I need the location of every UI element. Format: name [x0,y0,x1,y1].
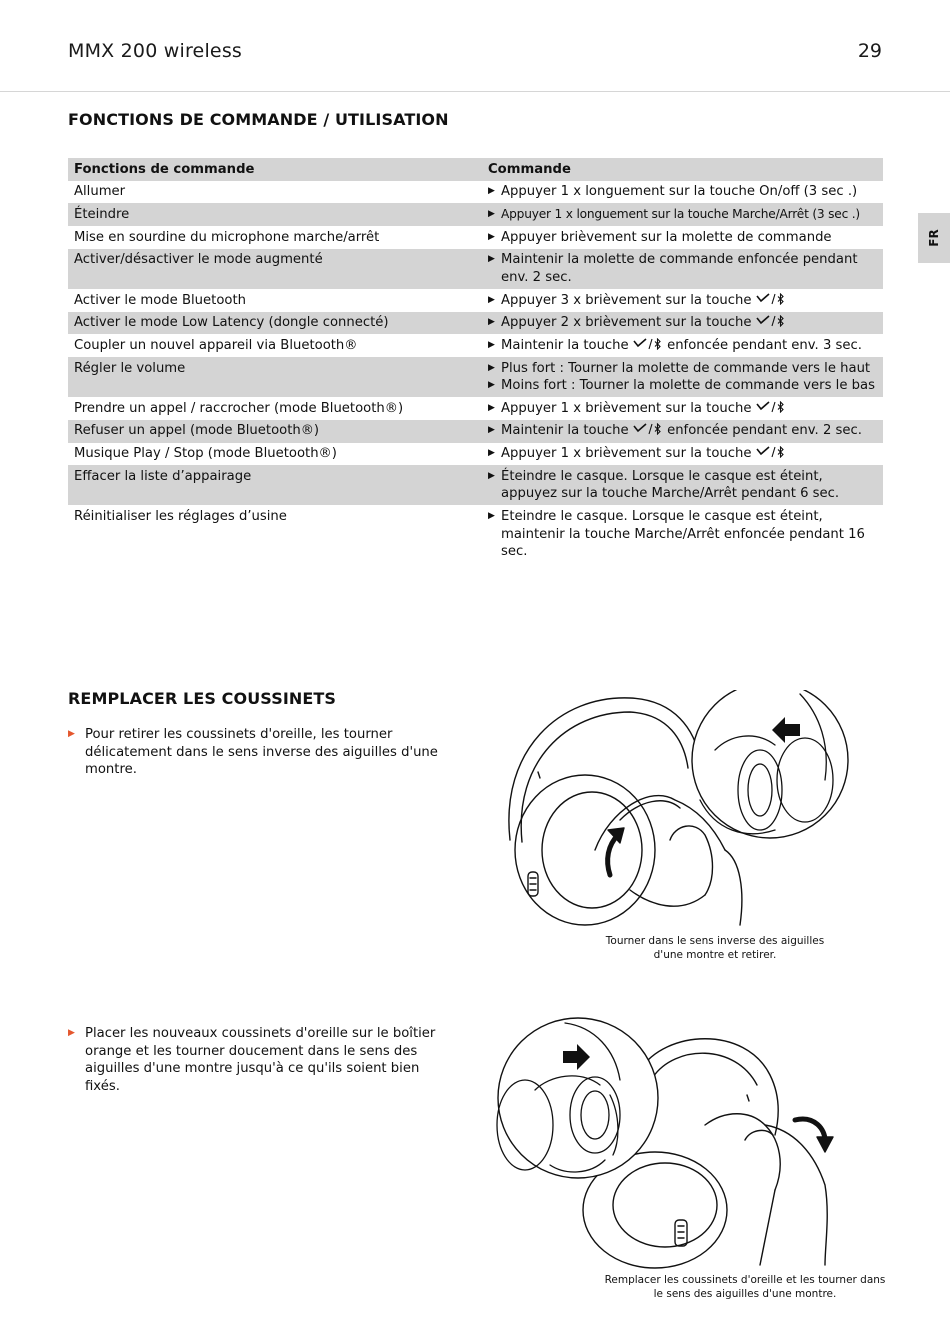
function-cell: Allumer [74,184,126,200]
table-row [68,181,883,204]
command-text: Maintenir la molette de commande enfoncée pendant env. 2 sec. [501,252,858,285]
command-cell [482,465,883,505]
instruction-step-attach [68,1025,448,1095]
command-cell [482,357,883,397]
controls-table [68,158,883,563]
command-text: Appuyer brièvement sur la molette de commande [501,229,832,245]
command-text: Éteindre le casque. Lorsque le casque est éteint, appuyez sur la touche Marche/Arrêt pendant 6 sec. [501,468,840,502]
command-text: enfoncée pendant env. 3 sec. [667,337,862,353]
table-row [68,249,883,289]
column-header-function: Fonctions de commande [68,158,482,181]
function-cell: Activer/désactiver le mode augmenté [68,249,482,289]
language-tab [918,213,950,263]
table-row [68,312,883,335]
table-row [68,443,883,466]
triangle-bullet-icon: ▶ [488,208,495,219]
table-row [68,289,883,312]
triangle-bullet-icon: ▶ [488,317,495,328]
triangle-bullet-icon: ▶ [488,231,495,242]
mode-bluetooth-icon [756,401,786,413]
function-cell: Réinitialiser les réglages d’usine [74,509,287,525]
table-row [68,465,883,505]
triangle-bullet-icon: ▶ [488,186,495,197]
page-header [0,0,950,92]
table-row [68,226,883,249]
section-title-controls: FONCTIONS DE COMMANDE / UTILISATION [68,110,449,129]
function-cell: Régler le volume [68,357,482,397]
function-cell: Mise en sourdine du microphone marche/arrêt [74,229,380,245]
mode-bluetooth-icon [756,446,786,458]
command-cell [482,203,883,226]
triangle-bullet-icon: ▶ [488,470,495,481]
command-cell [482,505,883,563]
command-text: Appuyer 1 x longuement sur la touche On/off (3 sec .) [501,184,858,200]
table-row [68,334,883,357]
function-cell: Activer le mode Bluetooth [74,292,246,308]
mode-bluetooth-icon [633,423,663,435]
mode-bluetooth-icon [756,293,786,305]
document-title: MMX 200 wireless [68,40,243,62]
command-cell [482,420,883,443]
command-text: Maintenir la touche [501,337,629,353]
triangle-bullet-icon: ▶ [488,362,495,373]
orange-triangle-bullet-icon: ▶ [68,729,75,739]
table-row [68,397,883,420]
triangle-bullet-icon: ▶ [488,339,495,350]
instruction-step-remove [68,726,448,779]
command-cell [482,249,883,289]
command-text: Appuyer 1 x brièvement sur la touche [501,446,752,462]
command-cell [482,312,883,335]
command-text: Eteindre le casque. Lorsque le casque est éteint, maintenir la touche Marche/Arrêt enfoncée pendant 16 sec. [501,509,865,560]
orange-triangle-bullet-icon: ▶ [68,1028,75,1038]
command-text: Appuyer 2 x brièvement sur la touche [501,315,752,331]
command-text: Moins fort : Tourner la molette de commande vers le bas [501,378,875,394]
table-row [68,505,883,563]
command-cell [482,334,883,357]
column-header-command: Commande [482,158,883,181]
table-header-row [68,158,883,181]
command-cell [482,226,883,249]
command-text: Maintenir la touche [501,423,629,439]
command-cell [482,397,883,420]
function-cell: Activer le mode Low Latency (dongle connecté) [68,312,482,335]
section-title-ear-cushions: REMPLACER LES COUSSINETS [68,689,337,708]
command-text: enfoncée pendant env. 2 sec. [667,423,862,439]
triangle-bullet-icon: ▶ [488,425,495,436]
language-label: FR [927,229,941,247]
mode-bluetooth-icon [633,338,663,350]
triangle-bullet-icon: ▶ [488,511,495,522]
mode-bluetooth-icon [756,315,786,327]
instruction-text: Pour retirer les coussinets d'oreille, les tourner délicatement dans le sens inverse des aiguilles d'une montre. [85,727,438,777]
command-text: Appuyer 1 x longuement sur la touche Marche/Arrêt (3 sec .) [501,206,860,221]
triangle-bullet-icon: ▶ [488,254,495,265]
triangle-bullet-icon: ▶ [488,448,495,459]
command-cell [482,443,883,466]
instruction-text: Placer les nouveaux coussinets d'oreille sur le boîtier orange et les tourner doucement dans le sens des aiguilles d'une montre jusqu'à ce qu'ils soient bien fixés. [85,1026,436,1094]
command-cell [482,181,883,204]
figure-caption-remove: Tourner dans le sens inverse des aiguilles d'une montre et retirer. [605,935,825,961]
triangle-bullet-icon: ▶ [488,380,495,391]
table-row [68,357,883,397]
table-row [68,203,883,226]
triangle-bullet-icon: ▶ [488,402,495,413]
function-cell: Éteindre [68,203,482,226]
command-text: Appuyer 1 x brièvement sur la touche [501,400,752,416]
function-cell: Prendre un appel / raccrocher (mode Bluetooth®) [74,400,404,416]
table-row [68,420,883,443]
function-cell: Refuser un appel (mode Bluetooth®) [68,420,482,443]
command-text: Appuyer 3 x brièvement sur la touche [501,292,752,308]
page-number: 29 [857,40,882,62]
command-cell [482,289,883,312]
triangle-bullet-icon: ▶ [488,294,495,305]
headphone-attach-cushion-illustration [495,1015,840,1270]
function-cell: Musique Play / Stop (mode Bluetooth®) [74,446,337,462]
headphone-remove-cushion-illustration [500,690,860,930]
figure-caption-attach: Remplacer les coussinets d'oreille et les tourner dans le sens des aiguilles d'une montre. [604,1274,886,1300]
function-cell: Coupler un nouvel appareil via Bluetooth® [74,337,358,353]
command-text: Plus fort : Tourner la molette de commande vers le haut [501,360,871,376]
function-cell: Effacer la liste d’appairage [68,465,482,505]
